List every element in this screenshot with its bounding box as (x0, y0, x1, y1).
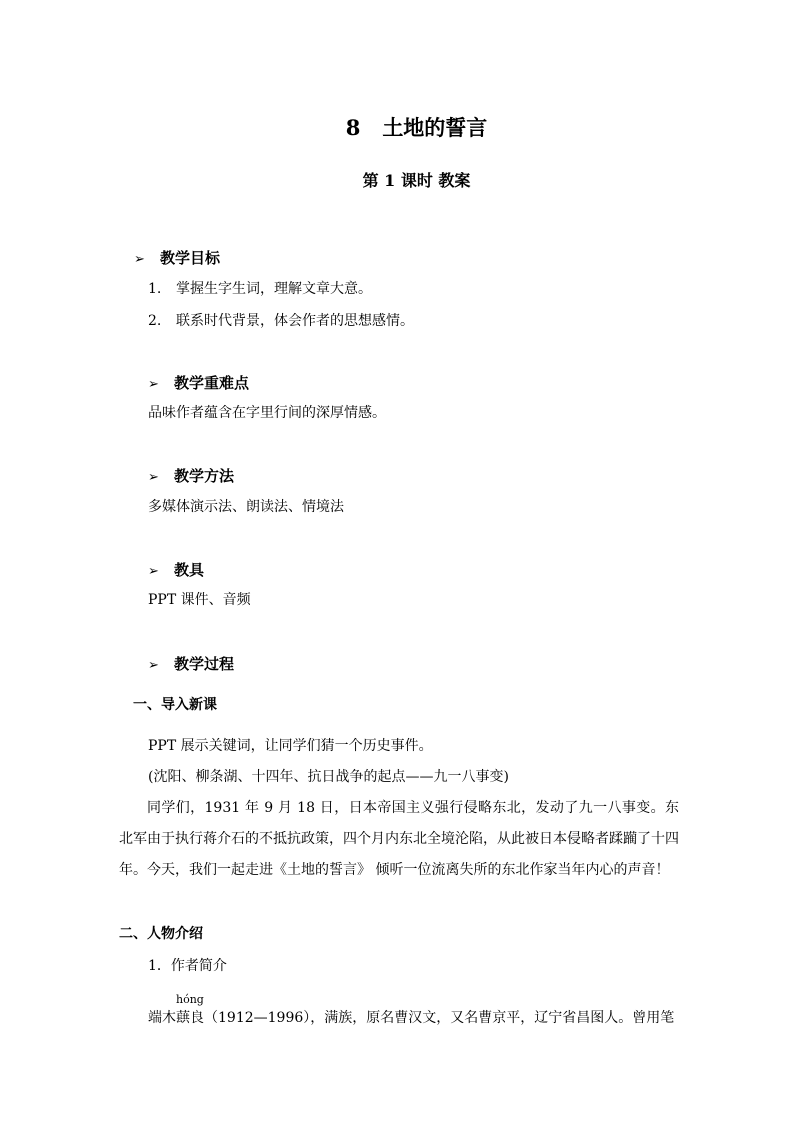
page-subtitle: 第 1 课时 教案 (362, 171, 471, 190)
ruby-pinyin: hóng (176, 993, 204, 1006)
list-text: 掌握生字生词，理解文章大意。 (176, 281, 372, 297)
section-keypoints-heading (148, 372, 249, 396)
section-heading-text: 教学重难点 (174, 374, 250, 392)
part2-heading: 二、人物介绍 (119, 926, 203, 942)
arrow-bullet-icon: ➢ (134, 252, 145, 267)
section-objectives-heading (134, 247, 220, 271)
ruby-base: 蕻 (176, 1010, 190, 1026)
part1-heading: 一、导入新课 (133, 697, 217, 713)
section-heading-text: 教学目标 (160, 249, 221, 267)
author-bio (148, 993, 675, 1028)
objective-item (148, 279, 372, 299)
tools-text: PPT 课件、音频 (148, 592, 251, 608)
list-text: 联系时代背景，体会作者的思想感情。 (176, 313, 414, 329)
section-tools-heading (148, 559, 204, 583)
arrow-bullet-icon: ➢ (148, 564, 159, 579)
keypoints-text: 品味作者蕴含在字里行间的深厚情感。 (148, 405, 386, 421)
section-heading-text: 教学过程 (174, 655, 235, 673)
page-title (0, 114, 793, 142)
objective-item (148, 311, 414, 331)
section-process-heading (148, 653, 234, 677)
bio-prefix: 端木 (148, 1010, 176, 1026)
lesson-number: 8 (345, 115, 361, 140)
section-methods-heading (148, 465, 234, 489)
ruby-character (176, 993, 204, 1028)
arrow-bullet-icon: ➢ (148, 658, 159, 673)
section-heading-text: 教学方法 (174, 467, 235, 485)
section-heading-text: 教具 (174, 561, 205, 579)
arrow-bullet-icon: ➢ (148, 377, 159, 392)
arrow-bullet-icon: ➢ (148, 470, 159, 485)
part1-line2: (沈阳、柳条湖、十四年、抗日战争的起点——九一八事变) (148, 769, 509, 785)
methods-text: 多媒体演示法、朗读法、情境法 (148, 499, 344, 515)
part1-paragraph: 同学们，1931 年 9 月 18 日，日本帝国主义强行侵略东北，发动了九一八事变。东北军由于执行蒋介石的不抵抗政策，四个月内东北全境沦陷，从此被日本侵略者蹂躏了十四年。今天，我们一起走进《土地的誓言》 倾听一位流离失所的东北作家当年内心的声音！ (119, 800, 679, 878)
list-number: 2. (148, 313, 162, 329)
bio-suffix: 良（1912—1996），满族，原名曹汉文，又名曹京平，辽宁省昌图人。曾用笔 (190, 1010, 675, 1026)
part2-sub1: 1．作者简介 (148, 958, 227, 974)
lesson-title: 土地的誓言 (382, 115, 488, 140)
part1-line1: PPT 展示关键词，让同学们猜一个历史事件。 (148, 738, 433, 754)
list-number: 1. (148, 281, 162, 297)
